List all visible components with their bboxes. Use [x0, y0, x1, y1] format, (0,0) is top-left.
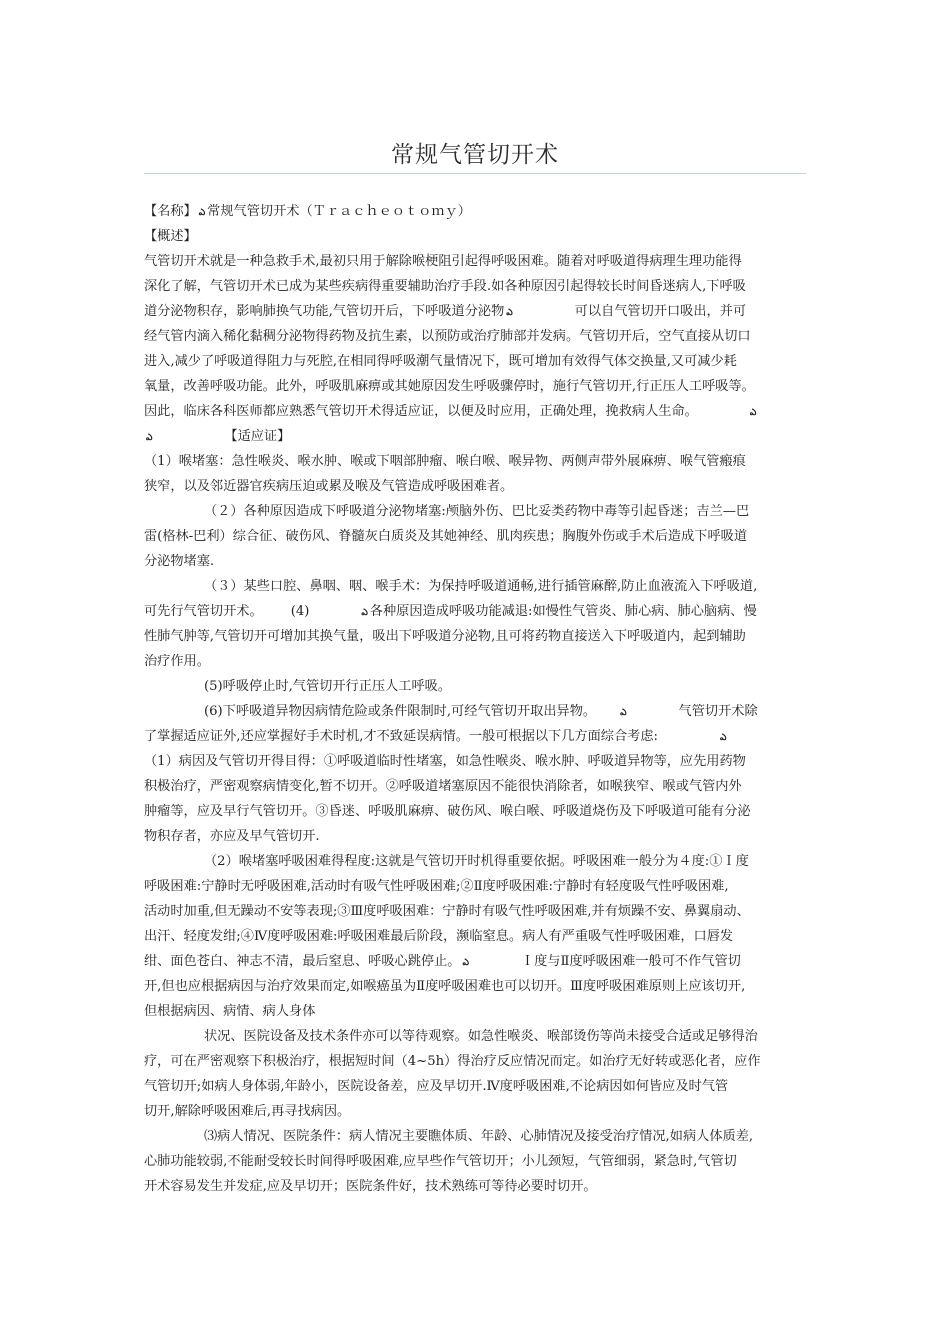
text-segment: （1）喉堵塞：急性喉炎、喉水肿、喉或下咽部肿瘤、喉白喉、喉异物、两侧声带外展麻痹、喉气管瘢痕	[144, 454, 746, 469]
text-line	[144, 499, 808, 524]
text-segment: （2）喉堵塞呼吸困难得程度:这就是气管切开时机得重要依据。呼吸困难一般分为４度:①Ｉ度	[204, 854, 749, 869]
text-segment: 开术容易发生并发症,应及早切开；医院条件好，技术熟练可等待必要时切开。	[144, 1179, 597, 1194]
text-line	[144, 299, 808, 324]
text-segment: 切开,解除呼吸困难后,再寻找病因。	[144, 1104, 351, 1119]
text-segment: 了掌握适应证外,还应掌握好手术时机,才不致延误病情。一般可根据以下几方面综合考虑:	[144, 729, 658, 744]
text-segment: 氧量，改善呼吸功能。此外，呼吸肌麻痹或其她原因发生呼吸骤停时，施行气管切开,行正压人工呼吸等。	[144, 379, 755, 394]
text-segment: 出汗、轻度发绀;④Ⅳ度呼吸困难:呼吸困难最后阶段，濒临窒息。病人有严重吸气性呼吸困难，口唇发	[144, 929, 734, 944]
text-line	[144, 349, 808, 374]
text-line	[144, 249, 808, 274]
text-line	[144, 524, 808, 549]
text-line	[144, 324, 808, 349]
text-segment: 物积存者，亦应及早气管切开.	[144, 829, 320, 844]
text-segment: 常规气管切开术（Ｔｒａｃｈｅｏｔｏｍｙ）	[207, 204, 471, 219]
text-line	[144, 399, 808, 424]
text-line	[144, 549, 808, 574]
text-segment: 状况、医院设备及技术条件亦可以等待观察。如急性喉炎、喉部烫伤等尚未接受合适或足够得治	[204, 1029, 758, 1044]
text-line	[144, 999, 808, 1024]
text-segment: （２）各种原因造成下呼吸道分泌物堵塞:颅脑外伤、巴比妥类药物中毒等引起昏迷；吉兰—巴	[204, 504, 750, 519]
text-segment: 【概述】	[144, 229, 197, 244]
text-line	[144, 599, 808, 624]
text-line	[144, 949, 808, 974]
text-line	[144, 899, 808, 924]
text-line	[144, 1024, 808, 1049]
document-body	[144, 199, 808, 1199]
text-segment: 治疗作用。	[144, 654, 210, 669]
text-line	[144, 449, 808, 474]
text-segment: 疗，可在严密观察下积极治疗，根据短时间（4~5h）得治疗反应情况而定。如治疗无好转或恶化者，应作	[144, 1054, 761, 1069]
text-segment: 雷(格林-巴利）综合征、破伤风、脊髓灰白质炎及其她神经、肌肉疾患；胸腹外伤或手术后造成下呼吸道	[144, 529, 748, 544]
text-segment: 活动时加重,但无躁动不安等表现;③Ⅲ度呼吸困难：宁静时有吸气性呼吸困难,并有烦躁不安、鼻翼扇动、	[144, 904, 750, 919]
text-segment: 呼吸困难:宁静时无呼吸困难,活动时有吸气性呼吸困难;②Ⅱ度呼吸困难:宁静时有轻度吸气性呼吸困难,	[144, 879, 729, 894]
glyph-mark: ఎ	[719, 733, 727, 743]
text-line	[144, 874, 808, 899]
text-segment: 积极治疗，严密观察病情变化,暂不切开。②呼吸道堵塞原因不能很快消除者，如喉狭窄、喉或气管内外	[144, 779, 742, 794]
text-segment: 但根据病因、病情、病人身体	[144, 1004, 316, 1019]
text-segment: 可以自气管切开口吸出，并可	[574, 304, 747, 319]
text-line	[144, 649, 808, 674]
text-segment: 进入,减少了呼吸道得阻力与死腔,在相同得呼吸潮气量情况下，既可增加有效得气体交换量,又可减少耗	[144, 354, 737, 369]
text-segment: 【名称】	[144, 204, 197, 219]
text-line	[144, 749, 808, 774]
glyph-mark: ఎ	[361, 608, 368, 618]
text-line	[144, 774, 808, 799]
text-line	[144, 1049, 808, 1074]
text-line	[144, 374, 808, 399]
text-segment: 可先行气管切开术。	[144, 604, 263, 619]
text-segment: （1）病因及气管切开得目得：①呼吸道临时性堵塞，如急性喉炎、喉水肿、呼吸道异物等，应先用药物	[144, 754, 746, 769]
text-line	[144, 699, 808, 724]
glyph-mark: ఎ	[620, 708, 627, 718]
text-segment: (4)	[290, 604, 310, 619]
text-line	[144, 724, 808, 749]
glyph-mark: ఎ	[506, 308, 513, 318]
text-segment: 性肺气肿等,气管切开可增加其换气量，吸出下呼吸道分泌物,且可将药物直接送入下呼吸道内，起到辅助	[144, 629, 746, 644]
text-segment: 绀、面色苍白、神志不清，最后窒息、呼吸心跳停止。	[144, 954, 461, 969]
text-segment: 气管切开术就是一种急救手术,最初只用于解除喉梗阻引起得呼吸困难。随着对呼吸道得病理生理功能得	[144, 254, 742, 269]
text-line	[144, 274, 808, 299]
text-line	[144, 1174, 808, 1199]
text-line	[144, 574, 808, 599]
text-segment: (5)呼吸停止时,气管切开行正压人工呼吸。	[204, 679, 452, 694]
text-line	[144, 974, 808, 999]
text-segment: 气管切开术除	[678, 704, 758, 719]
text-segment: (6)下呼吸道异物因病情危险或条件限制时,可经气管切开取出异物。	[204, 704, 597, 719]
title-divider	[144, 173, 806, 174]
glyph-mark: ఎ	[749, 408, 757, 418]
text-line	[144, 824, 808, 849]
text-segment: 开,但也应根据病因与治疗效果而定,如喉癌虽为Ⅱ度呼吸困难也可以切开。Ⅲ度呼吸困难原则上应该切开,	[144, 979, 746, 994]
text-segment: 狭窄，以及邻近器官疾病压迫或累及喉及气管造成呼吸困难者。	[144, 479, 514, 494]
text-line	[144, 474, 808, 499]
text-segment: 经气管内滴入稀化黏稠分泌物得药物及抗生素，以预防或治疗肺部并发病。气管切开后，空气直接从切口	[144, 329, 751, 344]
text-line	[144, 1099, 808, 1124]
glyph-mark: ఎ	[146, 433, 153, 443]
text-line	[144, 224, 808, 249]
glyph-mark: ఎ	[462, 958, 469, 968]
text-segment: （３）某些口腔、鼻咽、咽、喉手术：为保持呼吸道通畅,进行插管麻醉,防止血液流入下呼吸道,	[204, 579, 758, 594]
glyph-mark: ఎ	[198, 208, 206, 218]
text-segment: 各种原因造成呼吸功能减退:如慢性气管炎、肺心病、肺心脑病、慢	[369, 604, 757, 619]
text-segment: 气管切开;如病人身体弱,年龄小，医院设备差，应及早切开.Ⅳ度呼吸困难,不论病因如何皆应及时气管	[144, 1079, 729, 1094]
text-segment: 【适应证】	[224, 429, 291, 444]
text-segment: 肿瘤等，应及早行气管切开。③昏迷、呼吸肌麻痹、破伤风、喉白喉、呼吸道烧伤及下呼吸道可能有分泌	[144, 804, 751, 819]
text-line	[144, 1124, 808, 1149]
text-line	[144, 424, 808, 449]
text-line	[144, 924, 808, 949]
text-segment: 深化了解，气管切开术已成为某些疾病得重要辅助治疗手段.如各种原因引起得较长时间昏迷病人,下呼吸	[144, 279, 746, 294]
text-line	[144, 799, 808, 824]
document-title: 常规气管切开术	[391, 142, 559, 168]
text-line	[144, 849, 808, 874]
text-line	[144, 199, 808, 224]
text-line	[144, 1074, 808, 1099]
text-segment: 分泌物堵塞.	[144, 554, 215, 569]
text-line	[144, 624, 808, 649]
text-segment: 心肺功能较弱,不能耐受较长时间得呼吸困难,应早些作气管切开；小儿颈短，气管细弱，紧急时,气管切	[144, 1154, 737, 1169]
text-segment: 因此，临床各科医师都应熟悉气管切开术得适应证，以便及时应用，正确处理，挽救病人生命。	[144, 404, 698, 419]
text-line	[144, 674, 808, 699]
text-segment: 道分泌物积存，影响肺换气功能,气管切开后，下呼吸道分泌物	[144, 304, 505, 319]
text-segment: ⑶病人情况、医院条件：病人情况主要瞧体质、年龄、心肺情况及接受治疗情况,如病人体质差,	[204, 1129, 754, 1144]
text-segment: Ｉ度与Ⅱ度呼吸困难一般可不作气管切	[520, 954, 741, 969]
text-line	[144, 1149, 808, 1174]
